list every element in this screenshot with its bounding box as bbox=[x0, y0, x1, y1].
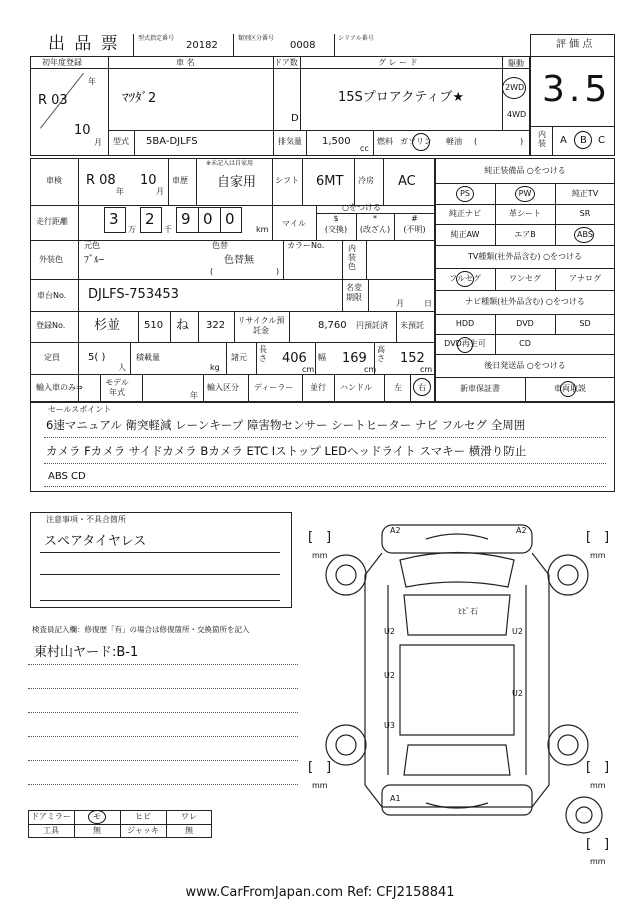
sales-line-1: 6速マニュアル 衛突軽減 レーンキープ 障害物センサー シートヒーター ナビ フルセグ 全周囲 bbox=[46, 418, 526, 432]
handle-right: 右 bbox=[418, 383, 426, 392]
hibi-label: ヒビ bbox=[135, 812, 151, 821]
recycle-unpaid: 未預託 bbox=[400, 321, 424, 330]
nav-dvd-play: DVD再生可 bbox=[444, 339, 486, 348]
notes-line-1: スペアタイヤレス bbox=[44, 534, 147, 549]
diagram-u2-c: U2 bbox=[384, 671, 395, 680]
drive-label: 駆動 bbox=[508, 59, 524, 68]
notes-label: 注意事項・不具合箇所 bbox=[46, 515, 126, 524]
mile: マイル bbox=[282, 219, 306, 228]
tools-value: 無 bbox=[93, 826, 101, 835]
drive-2wd: 2WD bbox=[505, 83, 525, 92]
capacity-label: 定員 bbox=[44, 353, 60, 362]
interior-label: 内装 bbox=[538, 130, 546, 148]
nav-cd: CD bbox=[519, 339, 531, 348]
grade-label: グ レ ー ド bbox=[378, 58, 418, 67]
door-label: ドア数 bbox=[274, 58, 298, 67]
equipment-header: 純正装備品 ○をつける bbox=[484, 166, 566, 175]
paren-r: ) bbox=[520, 137, 524, 146]
interior-a: A bbox=[560, 135, 567, 146]
mileage-d1: 3 bbox=[109, 210, 119, 228]
diagram-u2-b: U2 bbox=[512, 627, 523, 636]
capacity-unit: 人 bbox=[118, 363, 126, 372]
sales-label: セールスポイント bbox=[48, 405, 112, 414]
recycle-amount: 8,760 bbox=[318, 320, 347, 331]
height: 152 bbox=[400, 351, 425, 366]
length-label: 長さ bbox=[259, 345, 267, 363]
first-reg-month: 10 bbox=[74, 123, 91, 138]
mm-fl: mm bbox=[312, 551, 328, 560]
hash-sub: (不明) bbox=[403, 225, 426, 234]
grade: 15Sプロアクティブ★ bbox=[338, 90, 465, 105]
registration-area: 杉並 bbox=[94, 318, 121, 333]
import-year-unit: 年 bbox=[190, 391, 198, 400]
tv-oneseg: ワンセグ bbox=[509, 274, 541, 283]
nav-dvd: DVD bbox=[516, 319, 534, 328]
orig-color: ﾌﾞﾙｰ bbox=[84, 255, 104, 266]
kg-unit: kg bbox=[210, 363, 220, 372]
registration-label: 登録No. bbox=[36, 321, 66, 330]
orig-color-label: 元色 bbox=[84, 241, 100, 250]
nav-hdd: HDD bbox=[455, 319, 475, 328]
mirror-value: モ bbox=[93, 812, 101, 821]
load-label: 積載量 bbox=[136, 353, 160, 362]
warranty-label: 名変期限 bbox=[346, 283, 362, 302]
jack-label: ジャッキ bbox=[127, 826, 159, 835]
registration-num: 510 bbox=[144, 320, 164, 331]
door-count: D bbox=[291, 113, 299, 124]
interior-b-circle bbox=[574, 131, 592, 149]
jack-value: 無 bbox=[185, 826, 193, 835]
bracket-rl-l: [ bbox=[308, 760, 314, 775]
man-unit: 万 bbox=[128, 225, 136, 234]
bracket-spare-r: ] bbox=[604, 837, 610, 852]
mm-rl: mm bbox=[312, 781, 328, 790]
score-label: 評 価 点 bbox=[556, 39, 593, 50]
star-sub: (改ざん) bbox=[359, 225, 391, 234]
mileage-d4: 0 bbox=[203, 210, 213, 228]
fullseg-circle bbox=[456, 271, 474, 287]
change-label: 色替 bbox=[212, 241, 228, 250]
chassis-label: 車台No. bbox=[37, 291, 67, 300]
length: 406 bbox=[282, 351, 307, 366]
pw-circle bbox=[515, 186, 535, 202]
inspection-month: 10 bbox=[140, 173, 157, 188]
width-unit: cm bbox=[364, 365, 377, 374]
bracket-spare-l: [ bbox=[586, 837, 592, 852]
bracket-fr-l: [ bbox=[586, 530, 592, 545]
registration-kana: ね bbox=[176, 318, 190, 333]
recycle-unit: 円預託済 bbox=[356, 321, 388, 330]
displacement: 1,500 bbox=[322, 136, 351, 147]
model-year-label: モデル年式 bbox=[105, 378, 129, 397]
mileage-d2: 2 bbox=[145, 210, 155, 228]
drive-2wd-circle bbox=[502, 77, 526, 99]
interior-b: B bbox=[580, 135, 587, 146]
width-label: 幅 bbox=[318, 353, 326, 362]
color-label: 外装色 bbox=[39, 255, 63, 264]
bracket-fl-l: [ bbox=[308, 530, 314, 545]
bracket-rr-l: [ bbox=[586, 760, 592, 775]
warranty-month: 月 bbox=[396, 299, 404, 308]
capacity: 5( ) bbox=[88, 352, 106, 363]
class-code: 0008 bbox=[290, 40, 316, 51]
sheet-title: 出 品 票 bbox=[48, 34, 120, 54]
color-no-label: カラーNo. bbox=[287, 241, 325, 250]
tv-header: TV種類(社外品含む) ○をつける bbox=[467, 252, 583, 261]
nav-sd: SD bbox=[579, 319, 591, 328]
ac-label: 冷房 bbox=[358, 176, 374, 185]
color-paren-r: ) bbox=[276, 267, 280, 276]
hash: # bbox=[411, 214, 418, 223]
fuel-label: 燃料 bbox=[377, 137, 393, 146]
ps-circle bbox=[456, 186, 474, 202]
star: * bbox=[373, 214, 377, 223]
model-label: 型式 bbox=[113, 137, 129, 146]
chassis-number: DJLFS-753453 bbox=[88, 287, 179, 302]
inspection-month-unit: 月 bbox=[156, 187, 164, 196]
km-unit: km bbox=[256, 225, 269, 234]
sales-line-2: カメラ Fカメラ サイドカメラ Bカメラ ETC Iストップ LEDヘッドライト スマキー 横滑り防止 bbox=[46, 444, 527, 458]
inspection-label: 車検 bbox=[46, 176, 62, 185]
ac: AC bbox=[398, 174, 416, 189]
model: 5BA-DJLFS bbox=[146, 136, 198, 147]
mm-spare: mm bbox=[590, 857, 606, 866]
sales-line-3: ABS CD bbox=[48, 471, 86, 482]
dvd-play-circle bbox=[457, 337, 473, 353]
history-label: 車歴 bbox=[172, 176, 188, 185]
serial-label: シリアル番号 bbox=[338, 35, 374, 42]
length-unit: cm bbox=[302, 365, 315, 374]
color-paren-l: ( bbox=[210, 267, 214, 276]
model-code-label: 型式指定番号 bbox=[138, 35, 175, 42]
equip-aw: 純正AW bbox=[450, 230, 480, 239]
model-code: 20182 bbox=[186, 40, 218, 51]
post-warranty: 新車保証書 bbox=[460, 384, 500, 393]
sen-unit: 千 bbox=[164, 225, 172, 234]
equip-leather: 革シート bbox=[509, 209, 541, 218]
recycle-label: リサイクル預託金 bbox=[237, 316, 285, 335]
manual-circle bbox=[560, 381, 576, 397]
equip-pw: PW bbox=[518, 189, 532, 198]
inspector-label: 検査員記入欄：修復歴「有」の場合は修復箇所・交換箇所を記入 bbox=[32, 625, 250, 634]
shift: 6MT bbox=[316, 174, 344, 189]
inspection-era: R 08 bbox=[86, 173, 116, 188]
diagram-a2-right: A2 bbox=[516, 526, 527, 535]
paren-l: ( bbox=[474, 137, 478, 146]
interior-c: C bbox=[598, 135, 605, 146]
interior-color-label: 内装色 bbox=[348, 244, 356, 272]
year-unit: 年 bbox=[88, 77, 96, 86]
fuel-gasoline: ガソリン bbox=[400, 137, 432, 146]
equip-airbag: エアB bbox=[514, 230, 536, 239]
handle-right-circle bbox=[413, 378, 431, 396]
mileage-d3: 9 bbox=[181, 210, 191, 228]
tv-analog: アナログ bbox=[569, 274, 601, 283]
tools-label: 工具 bbox=[43, 826, 59, 835]
displacement-label: 排気量 bbox=[278, 137, 302, 146]
diagram-u2-d: U2 bbox=[512, 689, 523, 698]
diagram-a2-left: A2 bbox=[390, 526, 401, 535]
color-change: 色替無 bbox=[224, 255, 254, 266]
shift-label: シフト bbox=[275, 176, 299, 185]
handle-left: 左 bbox=[394, 383, 402, 392]
footer-watermark: www.CarFromJapan.com Ref: CFJ2158841 bbox=[185, 885, 455, 900]
first-reg-label: 初年度登録 bbox=[42, 58, 82, 67]
diagram-u3: U3 bbox=[384, 721, 395, 730]
warranty-day: 日 bbox=[424, 299, 432, 308]
usage: 自家用 bbox=[217, 175, 257, 190]
mirror-circle bbox=[88, 810, 106, 824]
car-name: ﾏﾂﾀﾞ2 bbox=[122, 91, 157, 106]
car-damage-diagram bbox=[300, 515, 620, 875]
equip-sr: SR bbox=[579, 209, 591, 218]
bracket-rl-r: ] bbox=[326, 760, 332, 775]
dollar: $ bbox=[333, 214, 339, 223]
inspection-year-unit: 年 bbox=[116, 187, 124, 196]
height-label: 高さ bbox=[377, 345, 385, 363]
mileage-check-note: ○をつける bbox=[342, 203, 381, 212]
inspector-line-1: 東村山ヤード:B-1 bbox=[34, 645, 139, 660]
mm-rr: mm bbox=[590, 781, 606, 790]
mirror-label: ドアミラー bbox=[31, 812, 71, 821]
import-class-label: 輸入区分 bbox=[207, 383, 239, 392]
cc-unit: cc bbox=[360, 144, 369, 153]
equip-ps: PS bbox=[460, 189, 470, 198]
bracket-fr-r: ] bbox=[604, 530, 610, 545]
import-dealer: ディーラー bbox=[254, 383, 294, 392]
light-oil: 軽油 bbox=[446, 137, 462, 146]
equip-tv: 純正TV bbox=[571, 189, 599, 198]
post-header: 後日発送品 ○をつける bbox=[484, 361, 566, 370]
diagram-u2-a: U2 bbox=[384, 627, 395, 636]
tv-fullseg: フルセグ bbox=[449, 274, 481, 283]
handle-label: ハンドル bbox=[340, 383, 372, 392]
width: 169 bbox=[342, 351, 367, 366]
abs-circle bbox=[574, 227, 594, 243]
dims-label: 諸元 bbox=[231, 353, 247, 362]
ware-label: ワレ bbox=[181, 812, 197, 821]
class-code-label: 類別区分番号 bbox=[238, 35, 275, 42]
car-name-label: 車 名 bbox=[176, 58, 195, 67]
history-note: ※未記入は自家用 bbox=[206, 160, 254, 167]
mileage-d5: 0 bbox=[225, 210, 235, 228]
import-parallel: 並行 bbox=[310, 383, 326, 392]
mileage-label: 走行距離 bbox=[36, 217, 68, 226]
first-reg-year: R 03 bbox=[38, 93, 68, 108]
nav-header: ナビ種類(社外品含む) ○をつける bbox=[465, 297, 585, 306]
dollar-sub: (交換) bbox=[324, 225, 348, 234]
score-value: 3.5 bbox=[542, 69, 612, 110]
month-unit: 月 bbox=[94, 138, 102, 147]
drive-4wd: 4WD bbox=[507, 110, 527, 119]
registration-plate: 322 bbox=[206, 320, 226, 331]
post-manual: 車両取説 bbox=[554, 384, 586, 393]
diagram-hibi: ﾋﾋﾞ石 bbox=[458, 607, 478, 616]
equip-abs: ABS bbox=[577, 230, 593, 239]
equip-navi: 純正ナビ bbox=[449, 209, 481, 218]
diagram-a1: A1 bbox=[390, 794, 401, 803]
fuel-circle bbox=[412, 133, 430, 151]
bracket-rr-r: ] bbox=[604, 760, 610, 775]
height-unit: cm bbox=[420, 365, 433, 374]
mm-fr: mm bbox=[590, 551, 606, 560]
import-label: 輸入車のみ⇒ bbox=[36, 383, 83, 392]
bracket-fl-r: ] bbox=[326, 530, 332, 545]
